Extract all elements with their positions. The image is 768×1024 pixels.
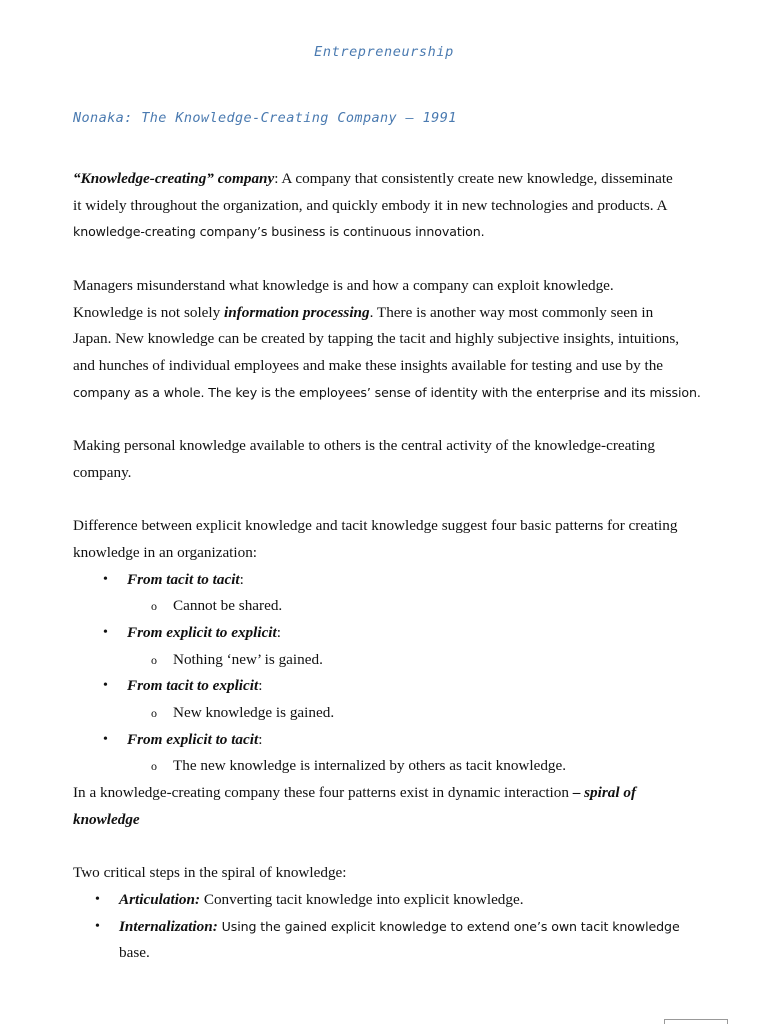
emphasis-text: information processing	[224, 303, 370, 321]
colon: :	[258, 677, 263, 695]
text-run: : A company that consistently create new knowledge, disseminate	[274, 170, 673, 187]
text-run: In a knowledge-creating company these four patterns exist in dynamic interaction	[73, 784, 573, 802]
pattern-description: Cannot be shared.	[173, 597, 283, 615]
paragraph-definition	[73, 166, 703, 246]
bullet-icon: •	[103, 678, 108, 694]
pattern-description: The new knowledge is internalized by others as tacit knowledge.	[173, 757, 567, 775]
circle-bullet-icon: o	[151, 652, 157, 667]
defined-term: “Knowledge-creating” company	[73, 170, 275, 187]
colon: :	[239, 570, 244, 588]
list-item	[73, 914, 703, 967]
emphasis-text: knowledge	[73, 810, 140, 828]
sub-list	[127, 647, 703, 674]
circle-bullet-icon: o	[151, 759, 157, 774]
bullet-icon: •	[103, 624, 108, 640]
sub-list-item	[73, 647, 703, 674]
circle-bullet-icon: o	[151, 599, 157, 614]
pattern-label: From tacit to tacit	[127, 570, 240, 588]
text-line: Two critical steps in the spiral of knowledge:	[73, 864, 347, 882]
step-text-continued: base.	[119, 944, 150, 962]
paragraph-managers	[73, 273, 703, 407]
sub-list	[127, 753, 703, 780]
circle-bullet-icon: o	[151, 706, 157, 721]
sub-list-item	[73, 593, 703, 620]
page-number-box	[664, 1019, 728, 1024]
step-text: Converting tacit knowledge into explicit knowledge.	[200, 890, 524, 908]
text-line: knowledge-creating company’s business is continuous innovation.	[73, 224, 485, 240]
list-item	[73, 620, 703, 673]
list-item	[73, 727, 703, 780]
paragraph-patterns-intro	[73, 513, 703, 566]
text-run: Knowledge is not solely	[73, 303, 225, 321]
document-body	[73, 166, 703, 967]
step-label: Articulation:	[119, 890, 201, 908]
text-line: it widely throughout the organization, and quickly embody it in new technologies and products. A	[73, 196, 668, 214]
text-line	[73, 300, 703, 327]
pattern-label: From explicit to tacit	[127, 730, 259, 748]
paragraph-spiral	[73, 780, 703, 833]
steps-list	[73, 887, 703, 967]
text-line: Japan. New knowledge can be created by tapping the tacit and highly subjective insights, intuitions,	[73, 330, 680, 348]
bullet-icon: •	[95, 918, 100, 934]
paragraph-steps-intro	[73, 860, 703, 887]
pattern-description: Nothing ‘new’ is gained.	[173, 650, 323, 668]
bullet-icon: •	[103, 731, 108, 747]
list-item	[73, 887, 703, 914]
text-line: and hunches of individual employees and make these insights available for testing and use by the	[73, 356, 664, 374]
bullet-icon: •	[103, 571, 108, 587]
text-line: knowledge in an organization:	[73, 543, 258, 561]
sub-list-item	[73, 753, 703, 780]
bullet-icon: •	[95, 891, 100, 907]
text-run: . There is another way most commonly seen in	[369, 303, 654, 321]
text-line	[73, 780, 703, 807]
pattern-description: New knowledge is gained.	[173, 704, 335, 722]
colon: :	[276, 623, 281, 641]
colon: :	[258, 730, 263, 748]
step-label: Internalization:	[119, 917, 218, 935]
sub-list-item	[73, 700, 703, 727]
patterns-list	[73, 567, 703, 781]
section-heading: Nonaka: The Knowledge-Creating Company – 1991	[73, 110, 457, 126]
list-item	[73, 673, 703, 726]
pattern-label: From tacit to explicit	[127, 677, 259, 695]
sub-list	[127, 593, 703, 620]
list-item	[73, 567, 703, 620]
sub-list	[127, 700, 703, 727]
text-line: company as a whole. The key is the employees’ sense of identity with the enterprise and its mission.	[73, 384, 701, 400]
page-header: Entrepreneurship	[314, 44, 454, 60]
pattern-label: From explicit to explicit	[127, 623, 277, 641]
text-line: Difference between explicit knowledge and tacit knowledge suggest four basic patterns for creating	[73, 517, 678, 535]
step-text: Using the gained explicit knowledge to extend one’s own tacit knowledge	[217, 918, 680, 934]
emphasis-text: spiral of	[584, 784, 637, 802]
text-line: Making personal knowledge available to others is the central activity of the knowledge-creating	[73, 437, 655, 454]
text-line: company.	[73, 463, 132, 481]
paragraph-personal-knowledge	[73, 433, 703, 486]
text-line	[73, 166, 703, 193]
dash: –	[572, 784, 585, 802]
text-line: Managers misunderstand what knowledge is and how a company can exploit knowledge.	[73, 276, 614, 294]
